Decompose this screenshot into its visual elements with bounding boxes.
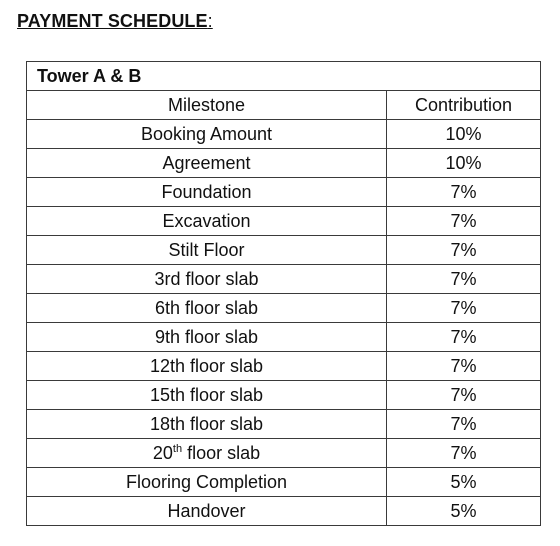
milestone-cell: 15th floor slab bbox=[27, 381, 387, 410]
milestone-cell: 12th floor slab bbox=[27, 352, 387, 381]
header-contribution: Contribution bbox=[387, 91, 541, 120]
milestone-cell: Foundation bbox=[27, 178, 387, 207]
contribution-cell: 10% bbox=[387, 120, 541, 149]
table-header-row bbox=[27, 91, 541, 120]
contribution-cell: 7% bbox=[387, 323, 541, 352]
heading-text: PAYMENT SCHEDULE bbox=[17, 11, 208, 31]
table-row bbox=[27, 265, 541, 294]
table-row bbox=[27, 207, 541, 236]
table-row bbox=[27, 439, 541, 468]
milestone-cell bbox=[27, 439, 387, 468]
milestone-cell: Booking Amount bbox=[27, 120, 387, 149]
table-row bbox=[27, 497, 541, 526]
milestone-rest: floor slab bbox=[182, 443, 261, 463]
contribution-cell: 7% bbox=[387, 381, 541, 410]
page-heading bbox=[17, 11, 213, 32]
milestone-cell: 18th floor slab bbox=[27, 410, 387, 439]
contribution-cell: 7% bbox=[387, 236, 541, 265]
table-row bbox=[27, 149, 541, 178]
milestone-number: 20 bbox=[152, 443, 173, 463]
milestone-cell: Handover bbox=[27, 497, 387, 526]
table-row bbox=[27, 120, 541, 149]
milestone-cell: Stilt Floor bbox=[27, 236, 387, 265]
contribution-cell: 7% bbox=[387, 410, 541, 439]
table-row bbox=[27, 352, 541, 381]
payment-schedule-table bbox=[26, 61, 541, 526]
table-row bbox=[27, 468, 541, 497]
contribution-cell: 10% bbox=[387, 149, 541, 178]
table-title-row bbox=[27, 62, 541, 91]
heading-colon: : bbox=[207, 11, 213, 31]
table-row bbox=[27, 381, 541, 410]
contribution-cell: 7% bbox=[387, 294, 541, 323]
milestone-cell: 9th floor slab bbox=[27, 323, 387, 352]
contribution-cell: 7% bbox=[387, 207, 541, 236]
contribution-cell: 7% bbox=[387, 352, 541, 381]
contribution-cell: 7% bbox=[387, 265, 541, 294]
contribution-cell: 5% bbox=[387, 497, 541, 526]
contribution-cell: 7% bbox=[387, 439, 541, 468]
table-row bbox=[27, 323, 541, 352]
milestone-cell: 3rd floor slab bbox=[27, 265, 387, 294]
table-row bbox=[27, 236, 541, 265]
table-row bbox=[27, 178, 541, 207]
milestone-cell: Agreement bbox=[27, 149, 387, 178]
contribution-cell: 5% bbox=[387, 468, 541, 497]
ordinal-suffix: th bbox=[172, 443, 183, 455]
milestone-cell: Excavation bbox=[27, 207, 387, 236]
table-row bbox=[27, 410, 541, 439]
table-title: Tower A & B bbox=[27, 62, 541, 91]
header-milestone: Milestone bbox=[27, 91, 387, 120]
milestone-cell: Flooring Completion bbox=[27, 468, 387, 497]
table-row bbox=[27, 294, 541, 323]
milestone-cell: 6th floor slab bbox=[27, 294, 387, 323]
contribution-cell: 7% bbox=[387, 178, 541, 207]
